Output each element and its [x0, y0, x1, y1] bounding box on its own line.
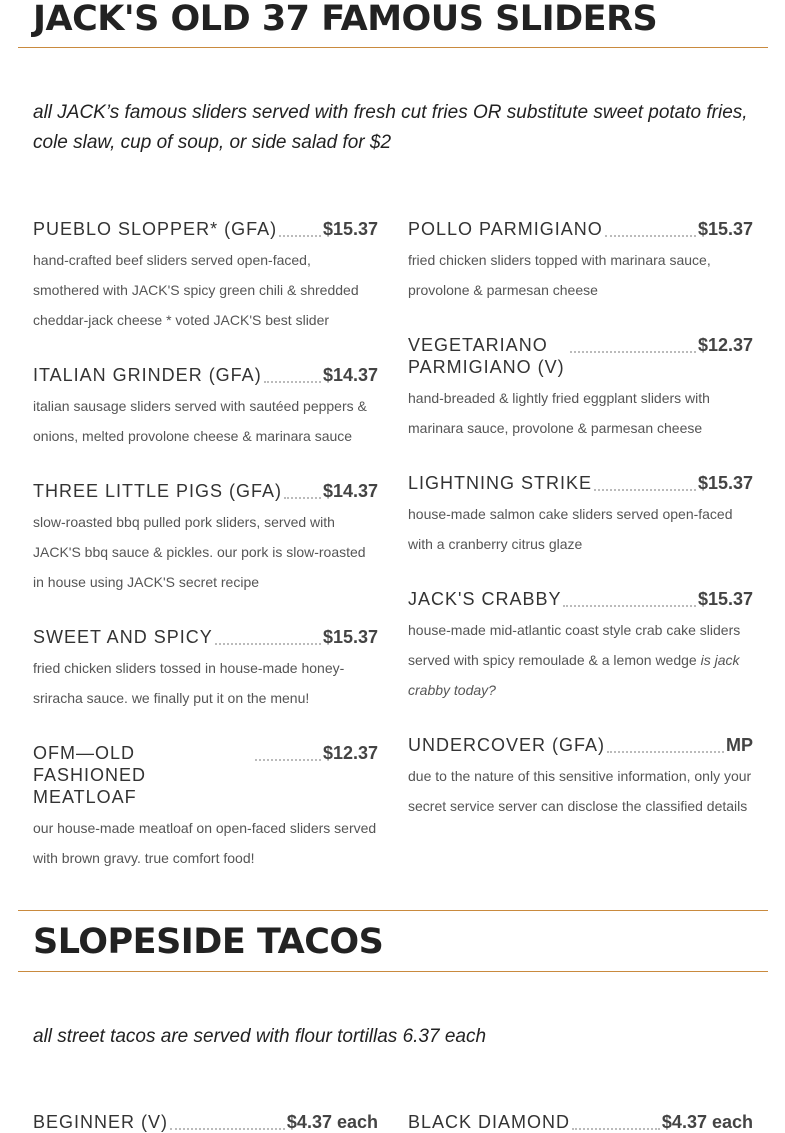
item-price: MP: [726, 735, 753, 755]
item-name: PUEBLO SLOPPER* (GFA): [33, 219, 278, 239]
sliders-title-divider: [18, 47, 768, 48]
dot-leader: [605, 218, 696, 237]
item-name: SWEET AND SPICY: [33, 627, 213, 647]
item-description: fried chicken sliders tossed in house-made honey-sriracha sauce. we finally put it on the menu!: [33, 660, 345, 706]
item-name: ITALIAN GRINDER (GFA): [33, 365, 262, 385]
menu-item: [33, 480, 378, 597]
dot-leader: [255, 742, 321, 761]
item-description: [408, 615, 753, 705]
tacos-title-divider: [18, 971, 768, 972]
menu-item: [33, 742, 378, 873]
menu-item: [408, 218, 753, 305]
item-price: $14.37: [322, 481, 378, 501]
menu-item: [33, 364, 378, 451]
item-name: POLLO PARMIGIANO: [408, 219, 603, 239]
item-price: $14.37: [322, 365, 378, 385]
item-price: $12.37: [697, 335, 753, 355]
dot-leader: [215, 626, 321, 645]
dot-leader: [594, 472, 696, 491]
item-price: $15.37: [697, 219, 753, 239]
menu-item: [33, 626, 378, 713]
item-description: slow-roasted bbq pulled pork sliders, served with JACK'S bbq sauce & pickles. our pork is slow-roasted in house using JACK'S secret recipe: [33, 514, 366, 590]
menu-item: [408, 734, 753, 821]
item-description: fried chicken sliders topped with marinara sauce, provolone & parmesan cheese: [408, 252, 711, 298]
tacos-top-divider: [18, 910, 768, 911]
menu-item: [33, 218, 378, 335]
dot-leader: [264, 364, 321, 383]
tacos-section-title: SLOPESIDE TACOS: [33, 922, 384, 962]
dot-leader: [279, 218, 321, 237]
item-name: THREE LITTLE PIGS (GFA): [33, 481, 283, 501]
item-name: VEGETARIANO PARMIGIANO (V): [408, 335, 565, 377]
dot-leader: [570, 334, 696, 353]
item-name: BLACK DIAMOND: [408, 1112, 571, 1132]
item-price: $12.37: [322, 743, 378, 763]
item-name: UNDERCOVER (GFA): [408, 735, 606, 755]
item-price: $4.37 each: [661, 1112, 753, 1132]
item-description: hand-crafted beef sliders served open-faced, smothered with JACK'S spicy green chili & shredded cheddar-jack cheese * voted JACK'S best slider: [33, 252, 359, 328]
item-price: $15.37: [697, 473, 753, 493]
dot-leader: [607, 734, 724, 753]
item-description: due to the nature of this sensitive information, only your secret service server can disclose the classified details: [408, 768, 752, 814]
sliders-intro: all JACK’s famous sliders served with fresh cut fries OR substitute sweet potato fries, cole slaw, cup of soup, or side salad for $2: [33, 102, 748, 153]
sliders-section-title: JACK'S OLD 37 FAMOUS SLIDERS: [33, 0, 658, 39]
item-description-text: house-made mid-atlantic coast style crab cake sliders served with spicy remoulade & a lemon wedge: [408, 622, 741, 668]
dot-leader: [284, 480, 321, 499]
dot-leader: [170, 1111, 285, 1130]
item-price: $15.37: [322, 219, 378, 239]
item-name: OFM—OLD FASHIONED MEATLOAF: [33, 743, 147, 807]
item-name: LIGHTNING STRIKE: [408, 473, 593, 493]
menu-item: [408, 472, 753, 559]
item-price: $4.37 each: [286, 1112, 378, 1132]
dot-leader: [572, 1111, 660, 1130]
item-description: our house-made meatloaf on open-faced sliders served with brown gravy. true comfort food!: [33, 820, 377, 866]
item-description: hand-breaded & lightly fried eggplant sliders with marinara sauce, provolone & parmesan cheese: [408, 390, 710, 436]
dot-leader: [563, 588, 695, 607]
item-description: house-made salmon cake sliders served open-faced with a cranberry citrus glaze: [408, 506, 733, 552]
item-price: $15.37: [697, 589, 753, 609]
item-name: BEGINNER (V): [33, 1112, 169, 1132]
tacos-intro: all street tacos are served with flour tortillas 6.37 each: [33, 1026, 487, 1047]
menu-item: [408, 588, 753, 705]
item-description-italic: is jack crabby today?: [408, 652, 740, 698]
item-name: JACK'S CRABBY: [408, 589, 562, 609]
menu-item: [408, 334, 753, 443]
item-price: $15.37: [322, 627, 378, 647]
item-description: italian sausage sliders served with sautéed peppers & onions, melted provolone cheese & marinara sauce: [33, 398, 367, 444]
